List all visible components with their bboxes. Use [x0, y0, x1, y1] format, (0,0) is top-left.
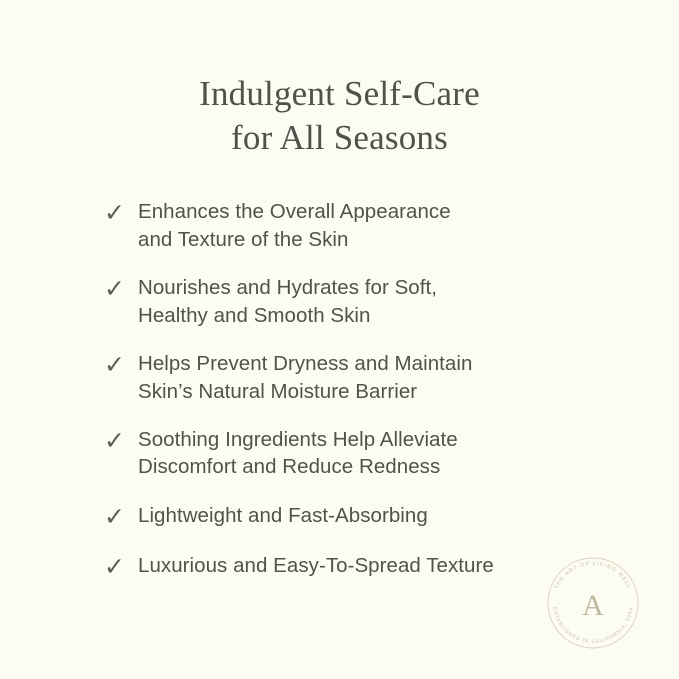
check-icon: ✓	[104, 274, 125, 304]
page-title	[0, 0, 679, 160]
headline-line-2: for All Seasons	[231, 118, 448, 158]
benefit-line-2: and Texture of the Skin	[138, 227, 349, 251]
benefit-text	[138, 350, 472, 405]
check-icon: ✓	[104, 501, 125, 531]
list-item	[104, 426, 639, 481]
list-item	[104, 502, 639, 531]
check-icon: ✓	[104, 426, 125, 455]
benefit-line-1: Soothing Ingredients Help Alleviate	[138, 428, 458, 451]
benefit-line-1: Enhances the Overall Appearance	[138, 200, 451, 224]
brand-seal-logo	[539, 549, 647, 657]
benefit-line-2: Discomfort and Reduce Redness	[138, 455, 441, 479]
benefit-line-1: Helps Prevent Dryness and Maintain	[138, 352, 473, 376]
benefit-text	[138, 274, 437, 329]
benefit-line-2: Skin’s Natural Moisture Barrier	[138, 379, 418, 403]
headline-line-1: Indulgent Self-Care	[199, 74, 480, 113]
benefit-line-2: Healthy and Smooth Skin	[138, 303, 371, 327]
svg-text:ESTABLISHED IN CALIFORNIA, 199: ESTABLISHED IN CALIFORNIA, 1994	[551, 606, 635, 646]
check-icon: ✓	[104, 551, 125, 581]
svg-text:· THE ART OF LIVING WELL ·: · THE ART OF LIVING WELL ·	[552, 560, 634, 596]
check-icon: ✓	[104, 350, 125, 380]
benefit-text	[138, 198, 451, 253]
benefit-text	[138, 502, 428, 529]
list-item	[104, 350, 639, 405]
benefit-line-1: Nourishes and Hydrates for Soft,	[138, 276, 437, 300]
benefit-text	[138, 426, 458, 481]
benefit-line-1: Luxurious and Easy-To-Spread Texture	[138, 553, 494, 577]
benefit-line-1: Lightweight and Fast-Absorbing	[138, 503, 428, 527]
benefit-text	[138, 552, 494, 579]
list-item	[104, 198, 639, 253]
svg-text:A: A	[582, 589, 604, 622]
list-item	[104, 274, 639, 329]
check-icon: ✓	[104, 198, 125, 228]
benefits-list	[0, 198, 679, 581]
